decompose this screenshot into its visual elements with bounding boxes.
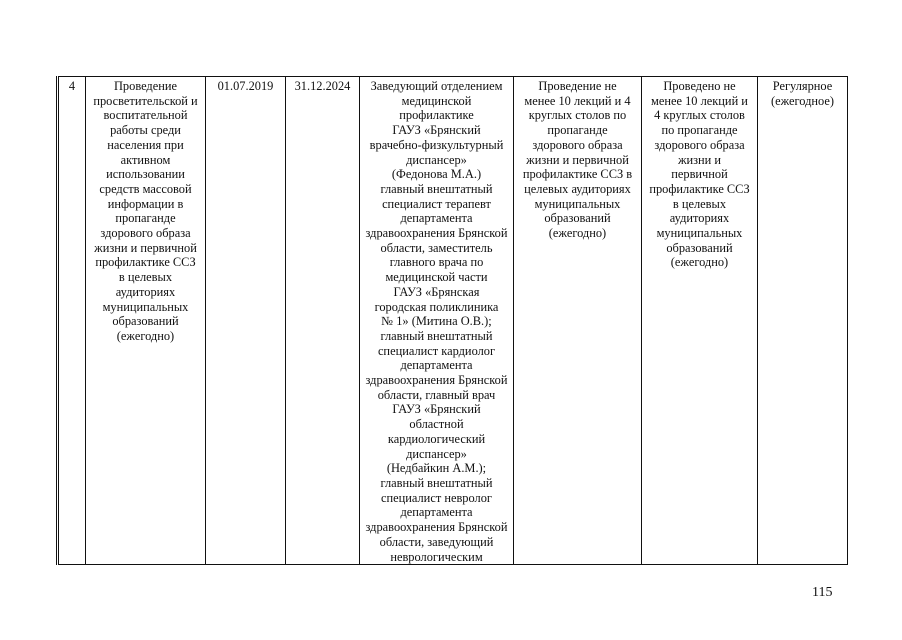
- activity-cell: [86, 77, 206, 565]
- frequency-cell: [758, 77, 848, 565]
- start-date-cell: 01.07.2019: [206, 77, 286, 565]
- text-line: главный внештатный: [380, 328, 493, 343]
- text-line: департамента: [400, 211, 473, 226]
- text-line: менее 10 лекций и: [651, 93, 748, 108]
- text-line: здравоохранения Брянской: [365, 373, 508, 388]
- text-line: профилактике ССЗ: [95, 255, 196, 270]
- text-line: кардиологический: [387, 431, 486, 446]
- text-line: использовании: [106, 167, 185, 182]
- responsible-cell: [360, 77, 514, 565]
- text-line: медицинской: [401, 93, 472, 108]
- text-line: здорового образа: [654, 137, 745, 152]
- text-line: области, главный врач: [377, 387, 496, 402]
- text-line: 4 круглых столов: [654, 108, 745, 123]
- text-line: здравоохранения Брянской: [365, 520, 508, 535]
- table-row: [58, 77, 848, 565]
- text-line: области, заведующий: [379, 534, 494, 549]
- text-line: пропаганде: [115, 211, 176, 226]
- text-line: здорового образа: [532, 137, 623, 152]
- text-line: Регулярное: [772, 79, 833, 93]
- text-line: жизни и первичной: [94, 240, 197, 255]
- text-line: профилактике ССЗ: [649, 181, 750, 196]
- text-line: профилактике: [399, 108, 474, 123]
- text-line: диспансер»: [406, 152, 467, 167]
- expected-result-cell: [514, 77, 642, 565]
- text-line: жизни и первичной: [526, 152, 629, 167]
- text-line: Заведующий отделением: [370, 79, 503, 93]
- text-line: муниципальных: [656, 226, 743, 241]
- text-line: образований: [544, 211, 611, 226]
- text-line: специалист кардиолог: [377, 343, 496, 358]
- text-line: образований: [666, 240, 733, 255]
- text-line: Проведение: [113, 79, 178, 93]
- text-line: жизни и: [677, 152, 722, 167]
- text-line: информации в: [107, 196, 184, 211]
- text-line: № 1» (Митина О.В.);: [381, 314, 492, 329]
- page-number: 115: [812, 585, 833, 600]
- text-line: неврологическим: [390, 549, 483, 564]
- text-line: ГАУЗ «Брянский: [392, 123, 481, 138]
- text-line: менее 10 лекций и 4: [524, 93, 631, 108]
- text-line: в целевых: [118, 270, 173, 285]
- text-line: (ежегодное): [770, 93, 835, 108]
- text-line: Проведено не: [663, 79, 736, 93]
- text-line: здорового образа: [100, 226, 191, 241]
- text-line: аудиториях: [115, 284, 176, 299]
- text-line: (Недбайкин А.М.);: [386, 461, 487, 476]
- text-line: медицинской части: [385, 270, 488, 285]
- text-line: (ежегодно): [670, 255, 729, 270]
- text-line: в целевых: [672, 196, 727, 211]
- text-line: муниципальных: [102, 299, 189, 314]
- text-line: областной: [409, 417, 464, 432]
- text-line: аудиториях: [669, 211, 730, 226]
- text-line: Проведение не: [538, 79, 617, 93]
- actual-result-cell: [642, 77, 758, 565]
- plan-table: [56, 76, 848, 565]
- text-line: воспитательной: [103, 108, 188, 123]
- end-date-cell: 31.12.2024: [286, 77, 360, 565]
- text-line: населения при: [107, 137, 184, 152]
- text-line: главного врача по: [389, 255, 484, 270]
- text-line: (Федонова М.А.): [391, 167, 482, 182]
- text-line: департамента: [400, 505, 473, 520]
- text-line: активном: [120, 152, 171, 167]
- text-line: (ежегодно): [116, 328, 175, 343]
- text-line: первичной: [671, 167, 728, 182]
- text-line: департамента: [400, 358, 473, 373]
- text-line: городская поликлиника: [374, 299, 499, 314]
- text-line: специалист терапевт: [382, 196, 491, 211]
- text-line: (ежегодно): [548, 226, 607, 241]
- text-line: здравоохранения Брянской: [365, 226, 508, 241]
- text-line: средств массовой: [99, 181, 192, 196]
- text-line: ГАУЗ «Брянский: [392, 402, 481, 417]
- text-line: главный внештатный: [380, 475, 493, 490]
- text-line: области, заместитель: [380, 240, 493, 255]
- text-line: целевых аудиториях: [524, 181, 631, 196]
- text-line: главный внештатный: [380, 181, 493, 196]
- text-line: врачебно-физкультурный: [369, 137, 504, 152]
- row-number: 4: [58, 77, 86, 565]
- text-line: образований: [112, 314, 179, 329]
- text-line: по пропаганде: [661, 123, 738, 138]
- text-line: муниципальных: [534, 196, 621, 211]
- text-line: просветительской и: [93, 93, 198, 108]
- text-line: ГАУЗ «Брянская: [393, 284, 480, 299]
- text-line: профилактике ССЗ в: [522, 167, 633, 182]
- text-line: специалист невролог: [381, 490, 492, 505]
- text-line: диспансер»: [406, 446, 467, 461]
- text-line: работы среди: [110, 123, 181, 138]
- text-line: пропаганде: [547, 123, 608, 138]
- text-line: круглых столов по: [528, 108, 627, 123]
